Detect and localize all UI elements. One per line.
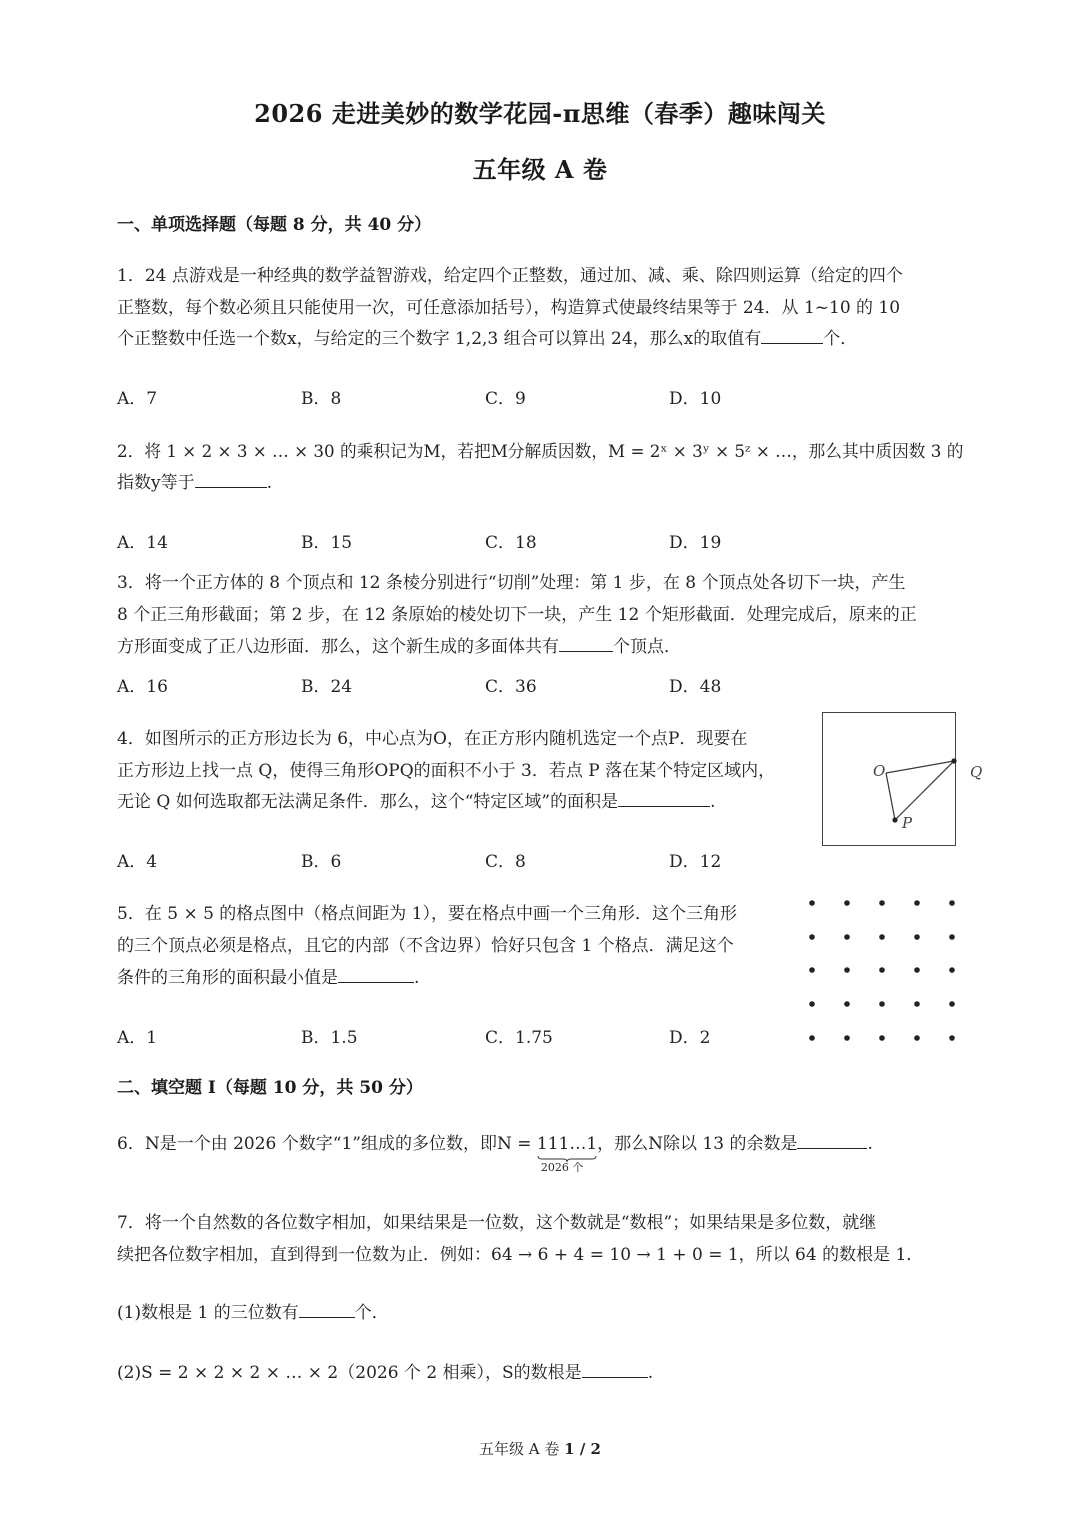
q4-point-p bbox=[892, 817, 897, 822]
lattice-dot bbox=[914, 1001, 920, 1007]
q5-answer-blank[interactable] bbox=[338, 963, 414, 983]
lattice-dot bbox=[844, 1001, 850, 1007]
page-subtitle: 五年级 A 卷 bbox=[472, 155, 608, 184]
lattice-dot bbox=[949, 1035, 955, 1041]
lattice-dot bbox=[879, 967, 885, 973]
lattice-dot bbox=[914, 967, 920, 973]
q7-part-2-blank[interactable] bbox=[582, 1358, 648, 1378]
lattice-dot bbox=[844, 967, 850, 973]
q4-line-3-text: 无论 Q 如何选取都无法满足条件．那么，这个“特定区域”的面积是 bbox=[117, 792, 619, 812]
q4-option-d[interactable]: D．12 bbox=[669, 852, 722, 872]
q7-part-2-end: . bbox=[647, 1363, 654, 1383]
q7-line-2: 续把各位数字相加，直到得到一位数为止．例如：64 → 6 + 4 = 10 → 1 + 0 = 1，所以 64 的数根是 1． bbox=[117, 1245, 924, 1265]
q2-option-c[interactable]: C．18 bbox=[485, 533, 537, 553]
q1-answer-blank[interactable] bbox=[761, 324, 823, 344]
q5-line-1: 5．在 5 × 5 的格点图中（格点间距为 1），要在格点中画一个三角形．这个三角形 bbox=[117, 904, 738, 924]
q2-line-2-text: 指数y等于 bbox=[117, 473, 195, 493]
q6-repunit-digits: 111…1 bbox=[536, 1134, 598, 1154]
q3-answer-blank[interactable] bbox=[559, 632, 613, 652]
q1-option-b[interactable]: B．8 bbox=[301, 389, 342, 409]
q6-text-pre: 6．N是一个由 2026 个数字“1”组成的多位数，即N = bbox=[117, 1134, 537, 1154]
section-heading-fill: 二、填空题 I（每题 10 分，共 50 分） bbox=[117, 1078, 423, 1098]
q4-label-o: O bbox=[873, 762, 886, 780]
lattice-dot bbox=[809, 967, 815, 973]
q5-line-3-end: . bbox=[414, 968, 420, 988]
q1-line-3-text: 个正整数中任选一个数x，与给定的三个数字 1,2,3 组合可以算出 24，那么x的取值有 bbox=[117, 329, 762, 349]
q3-option-c[interactable]: C．36 bbox=[485, 677, 537, 697]
q2-line-1: 2．将 1 × 2 × 3 × … × 30 的乘积记为M，若把M分解质因数，M = 2ˣ × 3ʸ × 5ᶻ × …，那么其中质因数 3 的 bbox=[117, 442, 964, 462]
lattice-dot bbox=[914, 900, 920, 906]
q5-line-3 bbox=[117, 962, 419, 994]
lattice-dot bbox=[949, 934, 955, 940]
lattice-dot bbox=[809, 900, 815, 906]
q5-lattice-grid bbox=[800, 890, 970, 1050]
q3-line-3-end: 个顶点． bbox=[613, 637, 681, 657]
q5-option-d[interactable]: D．2 bbox=[669, 1028, 711, 1048]
page-footer bbox=[0, 1438, 1080, 1459]
q5-option-a[interactable]: A．1 bbox=[117, 1028, 158, 1048]
lattice-dot bbox=[879, 900, 885, 906]
q6-text-end: . bbox=[867, 1134, 873, 1154]
q7-part-1-blank[interactable] bbox=[299, 1298, 355, 1318]
q4-line-3 bbox=[117, 786, 716, 818]
lattice-dot bbox=[844, 934, 850, 940]
q4-option-a[interactable]: A．4 bbox=[117, 852, 158, 872]
q3-line-3 bbox=[117, 631, 681, 663]
q5-option-b[interactable]: B．1.5 bbox=[301, 1028, 358, 1048]
q4-label-q: Q bbox=[970, 763, 983, 781]
q2-option-d[interactable]: D．19 bbox=[669, 533, 722, 553]
q1-line-1: 1．24 点游戏是一种经典的数学益智游戏，给定四个正整数，通过加、减、乘、除四则运算（给定的四个 bbox=[117, 266, 903, 286]
lattice-dot bbox=[809, 1001, 815, 1007]
q7-line-1: 7．将一个自然数的各位数字相加，如果结果是一位数，这个数就是“数根”；如果结果是多位数，就继 bbox=[117, 1213, 877, 1233]
q4-line-2: 正方形边上找一点 Q，使得三角形OPQ的面积不小于 3．若点 P 落在某个特定区域内， bbox=[117, 761, 776, 781]
lattice-dot bbox=[914, 934, 920, 940]
q6-text-post: ，那么N除以 13 的余数是 bbox=[597, 1134, 798, 1154]
footer-paper-label: 五年级 A 卷 bbox=[479, 1440, 565, 1458]
q4-triangle-figure bbox=[860, 750, 983, 840]
q7-part-1-text: (1)数根是 1 的三位数有 bbox=[117, 1303, 299, 1323]
q3-line-2: 8 个正三角形截面；第 2 步，在 12 条原始的棱处切下一块，产生 12 个矩形截面．处理完成后，原来的正 bbox=[117, 605, 917, 625]
q6-repunit bbox=[536, 1128, 598, 1174]
lattice-dot bbox=[809, 934, 815, 940]
q4-line-3-end: . bbox=[710, 792, 716, 812]
q6-line bbox=[117, 1128, 873, 1174]
q3-option-b[interactable]: B．24 bbox=[301, 677, 353, 697]
q1-line-2: 正整数，每个数必须且只能使用一次，可任意添加括号），构造算式使最终结果等于 24．从 1~10 的 10 bbox=[117, 298, 901, 318]
q3-line-3-text: 方形面变成了正八边形面．那么，这个新生成的多面体共有 bbox=[117, 637, 559, 657]
q6-answer-blank[interactable] bbox=[797, 1129, 867, 1149]
q7-part-1 bbox=[117, 1297, 389, 1329]
section-heading-choice: 一、单项选择题（每题 8 分，共 40 分） bbox=[117, 215, 432, 235]
q6-underbrace-label: 2026 个 bbox=[540, 1161, 584, 1174]
lattice-dot bbox=[914, 1035, 920, 1041]
q7-part-2 bbox=[117, 1357, 653, 1389]
lattice-dot bbox=[949, 900, 955, 906]
q2-line-2-end: . bbox=[266, 473, 273, 493]
q5-option-c[interactable]: C．1.75 bbox=[485, 1028, 553, 1048]
q1-option-c[interactable]: C．9 bbox=[485, 389, 526, 409]
q4-segment-op bbox=[886, 773, 895, 820]
lattice-dot bbox=[844, 1035, 850, 1041]
q2-line-2 bbox=[117, 467, 272, 499]
q2-answer-blank[interactable] bbox=[195, 468, 267, 488]
q4-line-1: 4．如图所示的正方形边长为 6，中心点为O，在正方形内随机选定一个点P．现要在 bbox=[117, 729, 748, 749]
q1-line-3-end: 个． bbox=[823, 329, 858, 349]
lattice-dot bbox=[879, 934, 885, 940]
lattice-dot bbox=[949, 967, 955, 973]
q1-line-3 bbox=[117, 323, 857, 355]
q3-line-1: 3．将一个正方体的 8 个顶点和 12 条棱分别进行“切削”处理：第 1 步，在 8 个顶点处各切下一块，产生 bbox=[117, 573, 906, 593]
q7-part-2-text: (2)S = 2 × 2 × 2 × … × 2（2026 个 2 相乘），S的数根是 bbox=[117, 1363, 582, 1383]
lattice-dot bbox=[879, 1001, 885, 1007]
lattice-dot bbox=[879, 1035, 885, 1041]
lattice-dot bbox=[949, 1001, 955, 1007]
q2-option-b[interactable]: B．15 bbox=[301, 533, 353, 553]
lattice-dot bbox=[809, 1035, 815, 1041]
q1-option-a[interactable]: A．7 bbox=[117, 389, 158, 409]
q4-point-q bbox=[951, 758, 956, 763]
footer-page-number: 1 / 2 bbox=[564, 1440, 601, 1458]
q4-option-b[interactable]: B．6 bbox=[301, 852, 342, 872]
q2-option-a[interactable]: A．14 bbox=[117, 533, 168, 553]
q1-option-d[interactable]: D．10 bbox=[669, 389, 722, 409]
lattice-dot bbox=[844, 900, 850, 906]
q4-answer-blank[interactable] bbox=[618, 787, 710, 807]
q3-option-a[interactable]: A．16 bbox=[117, 677, 168, 697]
q3-option-d[interactable]: D．48 bbox=[669, 677, 722, 697]
q5-line-2: 的三个顶点必须是格点，且它的内部（不含边界）恰好只包含 1 个格点．满足这个 bbox=[117, 936, 734, 956]
page-title: 2026 走进美妙的数学花园-π思维（春季）趣味闯关 bbox=[254, 99, 826, 128]
q5-line-3-text: 条件的三角形的面积最小值是 bbox=[117, 968, 338, 988]
q7-part-1-end: 个． bbox=[354, 1303, 389, 1323]
q4-option-c[interactable]: C．8 bbox=[485, 852, 526, 872]
q4-label-p: P bbox=[902, 814, 913, 832]
